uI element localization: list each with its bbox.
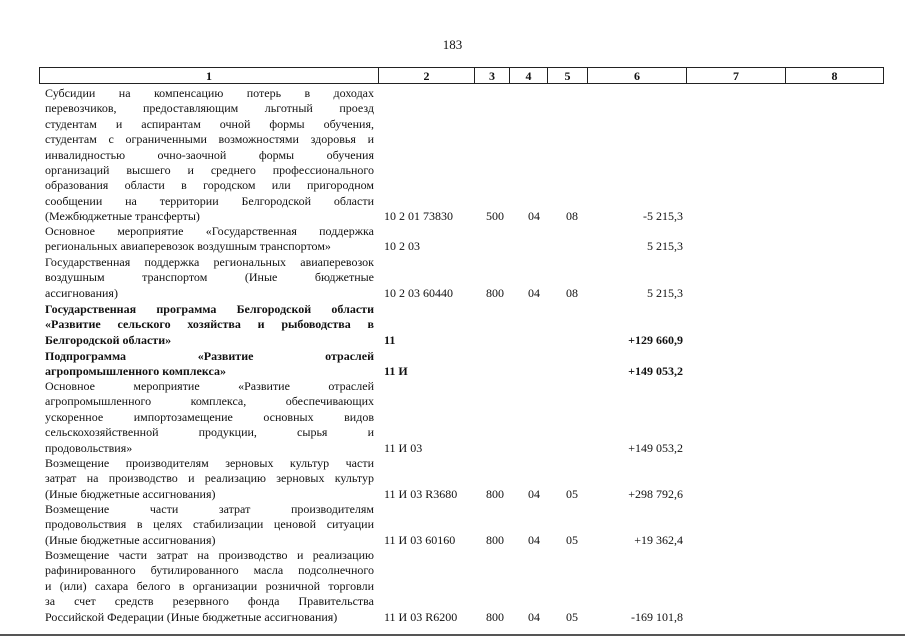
row-sum: +298 792,6 xyxy=(628,486,683,501)
row-name-line: ускоренное импортозамещение основных видов xyxy=(45,409,374,424)
row-name-line: воздушным транспортом (Иные бюджетные xyxy=(45,270,374,285)
row-name-line: сообщении на территории Белгородской области xyxy=(45,193,374,208)
row-name xyxy=(45,224,374,255)
row-name xyxy=(45,255,374,301)
row-rz: 04 xyxy=(528,609,540,624)
row-name-line: Возмещение производителям зерновых культур части xyxy=(45,456,374,470)
row-name-line: региональных авиаперевозок воздушным транспортом» xyxy=(45,239,331,254)
row-pr: 05 xyxy=(566,486,578,501)
row-name-line: Возмещение части затрат производителям xyxy=(45,502,374,516)
row-name-line: инвалидностью очно-заочной формы обучения xyxy=(45,147,374,162)
row-name-line: организаций высшего и среднего профессионального xyxy=(45,162,374,177)
header-col-7: 7 xyxy=(686,67,785,84)
header-col-5: 5 xyxy=(547,67,587,84)
row-sum: +19 362,4 xyxy=(634,532,683,547)
row-name-line: продовольствия в целях стабилизации ценовой ситуации xyxy=(45,517,374,532)
row-vr: 500 xyxy=(486,209,504,224)
row-name-line: ассигнования) xyxy=(45,285,118,300)
row-code: 10 2 03 xyxy=(384,239,420,254)
row-name-line: Российской Федерации (Иные бюджетные ассигнования) xyxy=(45,609,338,624)
row-code: 10 2 01 73830 xyxy=(384,209,453,224)
row-name-line: рафинированного бутилированного масла подсолнечного xyxy=(45,563,374,578)
row-sum: 5 215,3 xyxy=(647,239,683,254)
row-code: 11 И 03 R3680 xyxy=(384,486,458,501)
row-sum: +149 053,2 xyxy=(628,364,683,379)
row-rz: 04 xyxy=(528,532,540,547)
row-name xyxy=(45,502,374,548)
row-code: 11 И xyxy=(384,364,408,379)
row-name-line: (Иные бюджетные ассигнования) xyxy=(45,486,216,501)
row-name-line: перевозчиков, предоставляющим льготный проезд xyxy=(45,101,374,116)
row-code: 11 И 03 R6200 xyxy=(384,609,458,624)
row-name-line: сельскохозяйственной продукции, сырья и xyxy=(45,425,374,440)
header-col-6: 6 xyxy=(587,67,686,84)
row-name-line: Государственная поддержка региональных авиаперевозок xyxy=(45,255,374,269)
page-number: 183 xyxy=(442,37,463,52)
row-name-line: за счет средств резервного фонда Правительства xyxy=(45,594,374,609)
row-vr: 800 xyxy=(486,285,504,300)
row-code: 11 И 03 xyxy=(384,440,423,455)
row-name-line: Государственная программа Белгородской области xyxy=(45,302,374,316)
row-name-line: агропромышленного комплекса» xyxy=(45,364,226,379)
row-name xyxy=(45,86,374,225)
row-name xyxy=(45,456,374,502)
row-name-line: образования области в городском или пригородном xyxy=(45,178,374,193)
row-name xyxy=(45,379,374,456)
row-name-line: Субсидии на компенсацию потерь в доходах xyxy=(45,86,374,100)
row-name-line: (Межбюджетные трансферты) xyxy=(45,209,200,224)
header-col-3: 3 xyxy=(474,67,509,84)
row-name-line: Белгородской области» xyxy=(45,332,172,347)
row-name-line: и (или) сахара белого в организации розничной торговли xyxy=(45,578,374,593)
row-name-line: Основное мероприятие «Развитие отраслей xyxy=(45,379,374,393)
row-vr: 800 xyxy=(486,486,504,501)
row-name xyxy=(45,302,374,348)
row-pr: 05 xyxy=(566,609,578,624)
row-code: 10 2 03 60440 xyxy=(384,285,453,300)
row-sum: +149 053,2 xyxy=(628,440,683,455)
header-col-1: 1 xyxy=(39,67,378,84)
row-rz: 04 xyxy=(528,209,540,224)
row-name-line: агропромышленного комплекса, обеспечивающих xyxy=(45,394,374,409)
row-vr: 800 xyxy=(486,609,504,624)
row-name-line: (Иные бюджетные ассигнования) xyxy=(45,532,216,547)
header-col-4: 4 xyxy=(509,67,547,84)
header-col-2: 2 xyxy=(378,67,474,84)
header-col-8: 8 xyxy=(785,67,884,84)
row-name xyxy=(45,349,374,380)
row-sum: +129 660,9 xyxy=(628,332,683,347)
row-name-line: затрат на производство и реализацию зерновых культур xyxy=(45,471,374,486)
row-sum: -5 215,3 xyxy=(643,209,683,224)
row-name-line: студентам и аспирантам очной формы обучения, xyxy=(45,116,374,131)
row-name-line: продовольствия» xyxy=(45,440,133,455)
row-name-line: «Развитие сельского хозяйства и рыбоводства в xyxy=(45,317,374,332)
row-name-line: Подпрограмма «Развитие отраслей xyxy=(45,349,374,363)
row-pr: 08 xyxy=(566,209,578,224)
row-vr: 800 xyxy=(486,532,504,547)
row-sum: 5 215,3 xyxy=(647,285,683,300)
row-name xyxy=(45,548,374,625)
page-bottom-edge xyxy=(0,634,905,636)
row-name-line: Возмещение части затрат на производство и реализацию xyxy=(45,548,374,562)
row-pr: 05 xyxy=(566,532,578,547)
row-name-line: Основное мероприятие «Государственная поддержка xyxy=(45,224,374,238)
row-sum: -169 101,8 xyxy=(631,609,683,624)
row-pr: 08 xyxy=(566,285,578,300)
row-name-line: студентам с ограниченными возможностями здоровья и xyxy=(45,132,374,147)
row-code: 11 И 03 60160 xyxy=(384,532,456,547)
row-code: 11 xyxy=(384,332,396,347)
row-rz: 04 xyxy=(528,486,540,501)
row-rz: 04 xyxy=(528,285,540,300)
